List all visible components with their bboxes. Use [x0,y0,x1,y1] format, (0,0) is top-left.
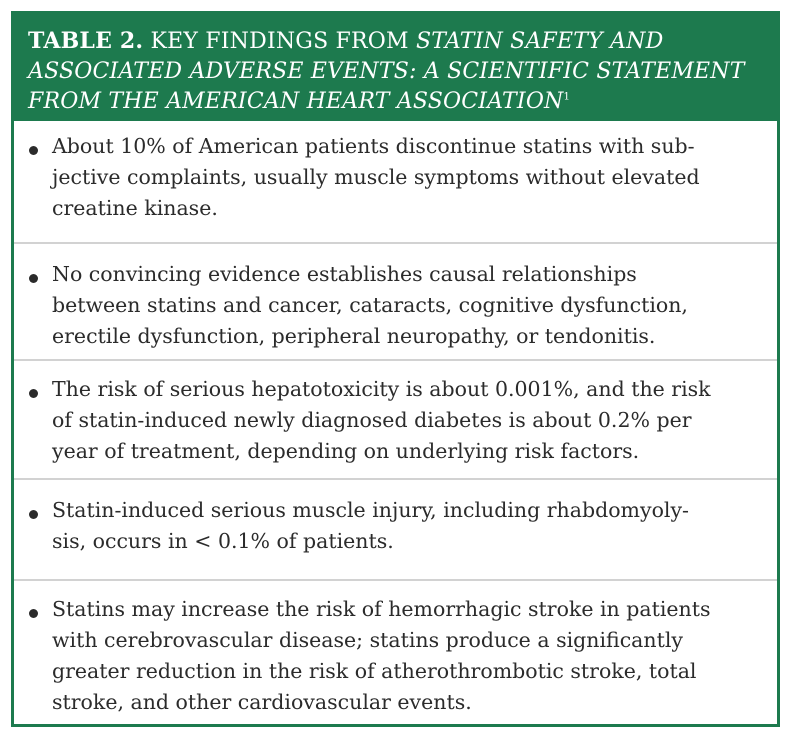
bullet-icon [29,510,38,519]
footnote-marker: 1 [563,91,571,103]
finding-text-line: No convincing evidence establishes causal relationships [52,262,637,286]
finding-row [14,121,777,242]
finding-text-line: greater reduction in the risk of atherothrombotic stroke, total [52,659,697,683]
bullet-icon [29,609,38,618]
finding-row [14,242,777,359]
table-title-plain: KEY FINDINGS FROM [150,29,409,54]
findings-list [14,121,777,727]
table-label: TABLE 2. [28,28,144,54]
finding-text-line: jective complaints, usually muscle symptoms without elevated [52,165,700,189]
finding-text-line: erectile dysfunction, peripheral neuropathy, or tendonitis. [52,324,656,348]
finding-text-line: Statin-induced serious muscle injury, including rhabdomyoly- [52,498,689,522]
finding-text-line: sis, occurs in < 0.1% of patients. [52,529,394,553]
table-title-line-1 [28,26,763,57]
finding-row [14,478,777,579]
bullet-icon [29,274,38,283]
finding-row [14,579,777,727]
finding-text-line: stroke, and other cardiovascular events. [52,690,472,714]
finding-text-line: with cerebrovascular disease; statins produce a significantly [52,628,683,652]
table-title-italic-2: ASSOCIATED ADVERSE EVENTS: A SCIENTIFIC STATEMENT [28,59,745,84]
finding-text-line: Statins may increase the risk of hemorrhagic stroke in patients [52,597,711,621]
bullet-icon [29,389,38,398]
finding-text-line: between statins and cancer, cataracts, cognitive dysfunction, [52,293,688,317]
finding-text-line: creatine kinase. [52,196,218,220]
key-findings-table [11,11,780,727]
finding-text-line: The risk of serious hepatotoxicity is about 0.001%, and the risk [52,377,711,401]
finding-row [14,359,777,478]
finding-text-line: About 10% of American patients discontinue statins with sub- [52,134,695,158]
bullet-icon [29,146,38,155]
table-title-line-3 [28,87,763,117]
table-title-italic-1: STATIN SAFETY AND [415,29,664,54]
finding-text-line: year of treatment, depending on underlying risk factors. [52,439,640,463]
finding-text-line: of statin-induced newly diagnosed diabetes is about 0.2% per [52,408,692,432]
table-header [14,14,777,121]
table-title-italic-3: FROM THE AMERICAN HEART ASSOCIATION [28,89,564,114]
